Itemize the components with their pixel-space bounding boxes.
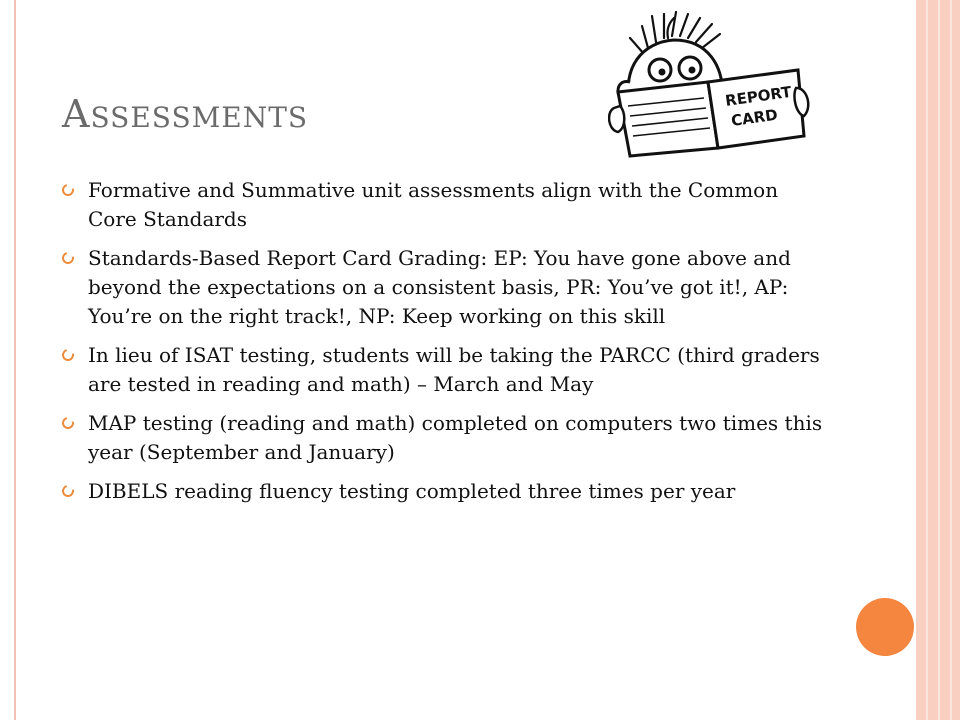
clipart-text-report: REPORT: [724, 82, 793, 110]
bullet-marker-icon: [60, 483, 76, 499]
report-card-clipart: [608, 8, 818, 158]
bullet-text: Standards-Based Report Card Grading: EP: You have gone above and beyond the expectations on a consistent basis, PR: You’ve got it!, AP: You’re on the right track!, NP: Keep working on this skill: [88, 246, 791, 328]
bullet-marker-icon: [60, 415, 76, 431]
bullet-item: [62, 477, 832, 506]
decorative-orange-circle: [856, 598, 914, 656]
bullet-text: In lieu of ISAT testing, students will be taking the PARCC (third graders are tested in reading and math) – March and May: [88, 343, 820, 396]
bullet-item: [62, 176, 832, 234]
band-stripe: [938, 0, 940, 720]
bullet-text: MAP testing (reading and math) completed on computers two times this year (September and January): [88, 411, 823, 464]
clipart-text-card: CARD: [730, 105, 779, 130]
right-border-band: [916, 0, 960, 720]
band-stripe: [926, 0, 928, 720]
title-rest: SSESSMENTS: [90, 101, 309, 134]
bullet-list: [62, 176, 832, 516]
left-border-line: [14, 0, 16, 720]
bullet-marker-icon: [60, 250, 76, 266]
title-initial: A: [62, 92, 91, 136]
bullet-marker-icon: [60, 182, 76, 198]
bullet-item: [62, 244, 832, 331]
bullet-item: [62, 409, 832, 467]
bullet-text: Formative and Summative unit assessments align with the Common Core Standards: [88, 178, 779, 231]
bullet-text: DIBELS reading fluency testing completed three times per year: [88, 479, 736, 503]
bullet-marker-icon: [60, 347, 76, 363]
slide-title: [62, 92, 308, 136]
band-stripe: [950, 0, 952, 720]
bullet-item: [62, 341, 832, 399]
